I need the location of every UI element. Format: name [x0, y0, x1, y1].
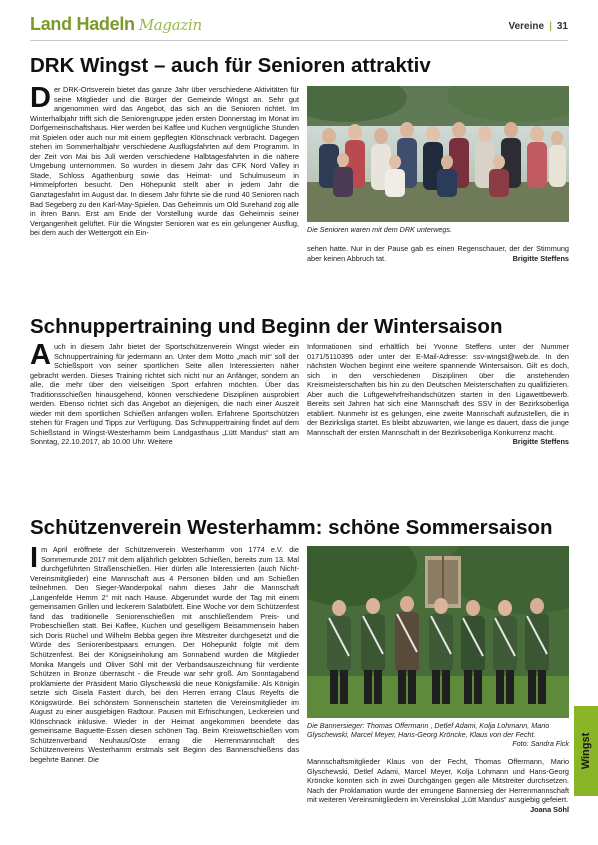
- article-2-dropcap: A: [30, 342, 51, 371]
- article-3-headline: Schützenverein Westerhamm: schöne Sommersaison: [30, 516, 553, 539]
- article-2-headline: Schnuppertraining und Beginn der Wintersaison: [30, 315, 503, 338]
- brand-name: Land Hadeln: [30, 14, 135, 34]
- article-3-photo: [307, 546, 569, 718]
- page-number: 31: [556, 21, 568, 32]
- article-1-headline: DRK Wingst – auch für Senioren attraktiv: [30, 54, 431, 77]
- article-3-column-1: [30, 545, 299, 823]
- article-2-text-2: Informationen sind erhältlich bei Yvonne Steffens unter der Nummer 0171/5110395 oder unter der E-Mail-Adresse: ssv-wingst@web.de. In den nächsten Wochen beginnt eine weitere spannende Wintersaison. Gilt es doch, sich in den verschiedenen Disziplinen über die anstehenden Kreismeisterschaften bis hin zu den Deutschen Meisterschaften zu qualifizieren. Aber auch die Luftgewehrfreihandschützen starten in den Ligawettbewerb. Bereits seit Jahren hat sich eine Mannschaft des SSV in der Bezirksoberliga etabliert. Nunmehr ist es gelungen, eine zweite Mannschaft aufzustellen, die in der Bezirksliga startet. Es bleibt abzuwarten, wie lange es dauert, dass die junge Mannschaft der ersten Mannschaft in der Bezirksoberliga Konkurrenz macht.: [307, 342, 569, 437]
- article-1-dropcap: D: [30, 85, 51, 114]
- article-3-photo-caption: [307, 721, 569, 749]
- article-2-column-1: [30, 342, 299, 468]
- brand-suffix: Magazin: [138, 16, 202, 34]
- brand-logo: [30, 14, 202, 35]
- article-1-text-1: er DRK-Ortsverein bietet das ganze Jahr über verschiedene Aktivitäten für seine Mitglieder und die Bürger der Gemeinde Wingst an. Sehr gut angenommen wird das Angebot, das sich an die Senioren richtet. Im Winterhalbjahr trifft sich die Seniorengruppe jeden ersten Donnerstag im Monat im Dorfgemeinschaftshaus. Hier werden bei Kaffee und Kuchen vergnügliche Stunden mit Spielen oder auch nur mit einem gepflegten Klönschnack verbracht. Dagegen stehen im Sommerhalbjahr verschiedene Ausflugsfahrten auf dem Programm. In der Zeit von Mai bis Juli werden verschiedene Halbtagesfahrten in die nähere Umgebung unternommen. So wurden in diesem Jahr das CFK Nord Valley in Stade, Schloss Agathenburg sowie das Heimat- und Schulmuseum in Himmelpforten besucht. Den Höhepunkt stellt aber in jedem Jahr die Ganztagesfahrt im August dar. In diesem Jahr führte sie die rund 40 Senioren nach Bad Segeberg zu den Karl-May-Spielen. Das Geheimnis um Old Surehand zog alle in ihren Bann. Erst am Ende der Vorstellung wurde das Geheimnis seiner Vergangenheit gelüftet. Für die Wingster Senioren war es ein gelungener Ausflug, bei dem auch der Wettergott ein Ein-: [30, 85, 299, 238]
- article-3-photo-credit: Foto: Sandra Fick: [512, 739, 569, 749]
- article-2-author: Brigitte Steffens: [512, 437, 569, 447]
- article-1-text-2: sehen hatte. Nur in der Pause gab es einen Regenschauer, der der Stimmung aber keinen Abbruch tat.: [307, 244, 569, 263]
- article-3-text-2: Mannschaftsmitglieder Klaus von der Fecht, Thomas Offermann, Mario Glyschewski, Detlef Adami, Marcel Meyer, Kolja Lohmann und Hans-Georg Kröncke konnten sich in zwei Durchgängen gegen alle Mitstreiter durchsetzen. Nach der Proklamation wurde der errungene Bannersieg der Herrenmannschaft mit weiteren Vereinsmitgliedern im Vereinslokal „Lütt Mandus“ ausgiebig gefeiert.: [307, 757, 569, 805]
- header-rule: [30, 40, 568, 41]
- article-3-caption-text: Die Bannersieger: Thomas Offermann , Detlef Adami, Kolja Lohmann, Mario Glyschewski, Marcel Meyer, Hans-Georg Kröncke, Klaus von der Fecht.: [307, 721, 550, 740]
- article-1-photo: [307, 86, 569, 222]
- article-1-author: Brigitte Steffens: [512, 253, 569, 263]
- article-2-column-2: [307, 342, 569, 468]
- group-photo-seniors: [307, 86, 569, 222]
- group-photo-banner-winners: [307, 546, 569, 718]
- article-1-column-2: [307, 244, 569, 266]
- article-3-author: Joana Söhl: [530, 804, 569, 814]
- side-tab-label: Wingst: [580, 732, 592, 770]
- article-3-text-1: m April eröffnete der Schützenverein Westerhamm von 1774 e.V. die Sommerrunde 2017 mit dem alljährlich gelobten Schießen, bereits zum 13. Mal durchgeführten Straßenschießen. Hier dürfen alle Interessierten (auch Nicht-Vereinsmitglieder) eine Mannschaft aus 4 Personen bilden und am Schießen teilnehmen. Den Sieger-Wanderpokal nahm dieses Jahr die Mannschaft „Langenfelde Hemm 2“ mit nach Hause. Abgerundet wurde der Tag mit einem gemeinsamen Grillen und leckerem Salatbüfett. Eine Woche vor dem Schützenfest fand das traditionelle Seniorenschießen mit anschließendem Preis- und Probeschießen statt. Bei Kaffee, Kuchen und geselligem Beisammensein haben sich Doris Rüchel und Wilhelm Bebba gegen ihre Mitstreiter durchgesetzt und die Würde des Seniorenbestpaars errungen. Der Höhepunkt folgte mit dem Schützenfest. Bei der Königseinholung am Sonnabend wurden die Mitglieder Monika Mangels und Oliver Söhl mit der Verbandsauszeichnung für verdiente Schützen in Bronze überrascht - die Freude war sehr groß. Am Sonntagabend proklamierte der Präsident Mario Glyschewski die neue Königsfamilie. Als Königin setzte sich Gisela Fastert durch, bei den Herren errang Claus Reyelts die Königswürde. Bei schönstem Sonnenschein starteten die Vereinsmitglieder im August zu einer ausgiebigen Radtour. Pausen mit Erfrischungen, Leckereien und Klönschnack inklusive. Wieder in der Heimat angekommen beendete das gemeinsame Baguette-Essen diesen schönen Tag. Beim Kreiswettschießen vom Schützenverband Neuhaus/Oste errang die Herrenmannschaft des Schützenvereins Westerhamm erstmals seit Beginn des Bannerschießens das begehrte Banner. Die: [30, 545, 299, 765]
- article-2-text-1: uch in diesem Jahr bietet der Sportschützenverein Wingst wieder ein Schnuppertraining für jedermann an. Unter dem Motto „mach mit“ soll der Schießsport von seiner sportlichen Seite allen Interessierten näher gebracht werden. Dieses Training richtet sich nicht nur an Anfänger, sondern an alle, die mehr über den vielseitigen Sport erfahren möchten. Über das Traditionsschießen hinausgehend, können verschiedene Disziplinen ausprobiert werden. Ebenso richtet sich das Angebot an diejenigen, die nach einer Auszeit wieder mit dem sportlichen Schießen anfangen wollen. Erfahrene Sportschützen stehen für Fragen und Tipps zur Verfügung. Das Schnuppertraining findet auf dem Schießstand in Wingst-Westerhamm beim Landgasthaus „Lütt Mandus“ statt am Sonntag, 22.10.2017, ab 10.00 Uhr. Weitere: [30, 342, 299, 447]
- article-3-dropcap: I: [30, 545, 39, 574]
- section-side-tab: [574, 706, 598, 796]
- page-header-info: [508, 21, 568, 32]
- article-1-photo-caption: Die Senioren waren mit dem DRK unterwegs.: [307, 225, 453, 234]
- article-1-column-1: [30, 85, 299, 269]
- article-3-column-2: [307, 757, 569, 823]
- section-name: Vereine: [508, 21, 545, 32]
- header-separator: |: [549, 21, 552, 32]
